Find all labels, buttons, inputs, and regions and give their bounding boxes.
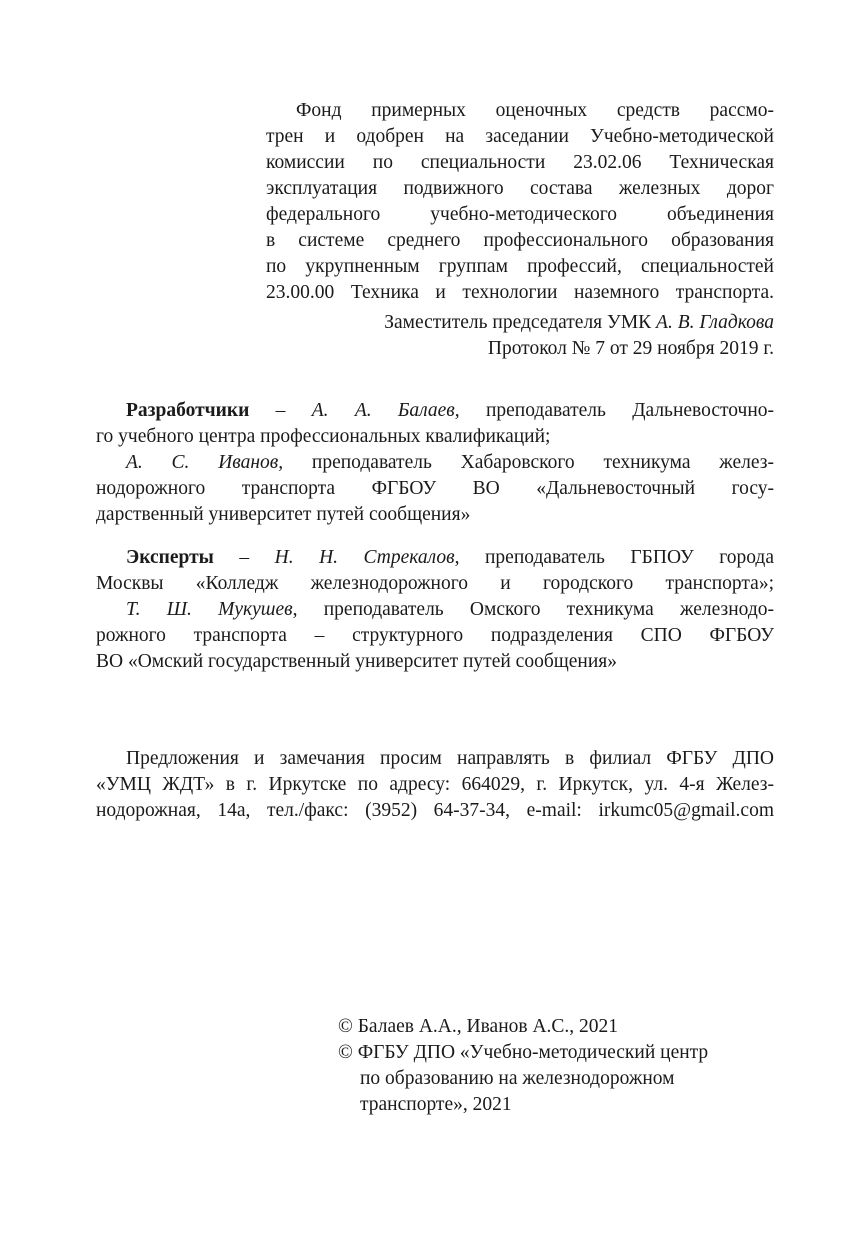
developers-line: дарственный университет путей сообщения» bbox=[96, 504, 471, 525]
experts-line: ВО «Омский государственный университет путей сообщения» bbox=[96, 651, 618, 672]
developers-section bbox=[96, 398, 774, 528]
approval-line: в системе среднего профессионального образования bbox=[266, 230, 774, 251]
protocol-line: Протокол № 7 от 29 ноября 2019 г. bbox=[487, 338, 774, 359]
approval-line: эксплуатация подвижного состава железных дорог bbox=[266, 178, 774, 199]
deputy-label: Заместитель председателя УМК bbox=[384, 312, 652, 333]
approval-line: трен и одобрен на заседании Учебно-методической bbox=[266, 126, 774, 147]
developers-line: Разработчики – А. А. Балаев, преподаватель Дальневосточно- bbox=[126, 400, 775, 421]
developers-heading: Разработчики bbox=[126, 400, 250, 421]
developer-name: А. А. Балаев, bbox=[311, 400, 460, 421]
copyright-block bbox=[338, 1014, 778, 1118]
developer-name: А. С. Иванов, bbox=[126, 452, 284, 473]
experts-section bbox=[96, 545, 774, 675]
expert-name: Т. Ш. Мукушев bbox=[126, 599, 293, 620]
contact-line: «УМЦ ЖДТ» в г. Иркутске по адресу: 664029, г. Иркутск, ул. 4-я Желез- bbox=[96, 774, 774, 795]
contact-paragraph bbox=[96, 746, 774, 824]
approval-line: по укрупненным группам профессий, специальностей bbox=[266, 256, 774, 277]
copyright-line: по образованию на железнодорожном bbox=[360, 1068, 675, 1089]
contact-line: Предложения и замечания просим направлять в филиал ФГБУ ДПО bbox=[126, 748, 774, 769]
copyright-line: транспорте», 2021 bbox=[360, 1094, 512, 1115]
developers-line: А. С. Иванов, преподаватель Хабаровского техникума желез- bbox=[126, 452, 774, 473]
experts-line: рожного транспорта – структурного подразделения СПО ФГБОУ bbox=[96, 625, 774, 646]
approval-line: федерального учебно-методического объединения bbox=[266, 204, 774, 225]
experts-heading: Эксперты bbox=[126, 547, 214, 568]
deputy-line bbox=[266, 310, 774, 336]
approval-line: Фонд примерных оценочных средств рассмо- bbox=[296, 100, 774, 121]
approval-signature bbox=[266, 310, 774, 362]
copyright-line: © Балаев А.А., Иванов А.С., 2021 bbox=[338, 1016, 619, 1037]
deputy-name: А. В. Гладкова bbox=[656, 312, 774, 333]
developers-line: нодорожного транспорта ФГБОУ ВО «Дальневосточный госу- bbox=[96, 478, 774, 499]
contact-line: нодорожная, 14а, тел./факс: (3952) 64-37-34, e-mail: irkumc05@gmail.com bbox=[96, 800, 774, 821]
approval-paragraph bbox=[266, 98, 774, 306]
approval-line: 23.00.00 Техника и технологии наземного транспорта. bbox=[266, 282, 774, 303]
copyright-line: © ФГБУ ДПО «Учебно-методический центр bbox=[338, 1042, 709, 1063]
approval-line: комиссии по специальности 23.02.06 Техническая bbox=[266, 152, 774, 173]
experts-line: Т. Ш. Мукушев, преподаватель Омского техникума железнодо- bbox=[126, 599, 774, 620]
experts-line: Москвы «Колледж железнодорожного и городского транспорта»; bbox=[96, 573, 774, 594]
developers-line: го учебного центра профессиональных квалификаций; bbox=[96, 426, 551, 447]
experts-line: Эксперты – Н. Н. Стрекалов, преподаватель ГБПОУ города bbox=[126, 547, 774, 568]
expert-name: Н. Н. Стрекалов bbox=[274, 547, 455, 568]
